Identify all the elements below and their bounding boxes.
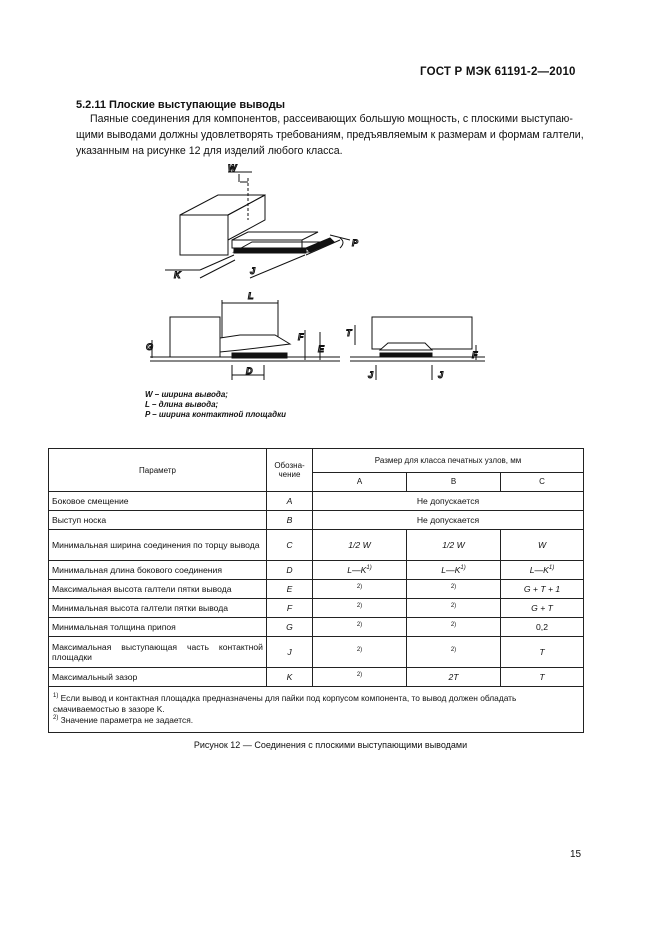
dim-label-f: F bbox=[298, 332, 304, 342]
row-value-b: 1/2 W bbox=[407, 530, 501, 561]
table-row bbox=[49, 668, 584, 687]
side-view bbox=[150, 300, 340, 380]
footnote-mark: 2) bbox=[450, 647, 457, 654]
paragraph-line: указанным на рисунке 12 для изделий любого класса. bbox=[76, 145, 343, 157]
dimensions-table bbox=[48, 448, 584, 733]
col-header-class-b: B bbox=[407, 472, 501, 491]
footnote-mark: 1) bbox=[53, 693, 59, 700]
table-row bbox=[49, 492, 584, 511]
table-row bbox=[49, 511, 584, 530]
row-value-b bbox=[407, 599, 501, 618]
row-value-a: 1/2 W bbox=[313, 530, 407, 561]
footnote-mark: 2) bbox=[450, 603, 457, 610]
row-value-c: G + T + 1 bbox=[501, 580, 584, 599]
row-value-a bbox=[313, 618, 407, 637]
row-designation: F bbox=[267, 599, 313, 618]
row-value-a bbox=[313, 561, 407, 580]
table-row bbox=[49, 580, 584, 599]
footnote-mark: 2) bbox=[450, 622, 457, 629]
row-designation: B bbox=[267, 511, 313, 530]
row-value-b: 2T bbox=[407, 668, 501, 687]
legend-item: L – длина вывода; bbox=[145, 400, 219, 409]
row-designation: C bbox=[267, 530, 313, 561]
row-value-a bbox=[313, 599, 407, 618]
row-value-c: T bbox=[501, 637, 584, 668]
figure-legend bbox=[145, 390, 286, 420]
col-header-class: Размер для класса печатных узлов, мм bbox=[313, 449, 584, 473]
value-text: L—K bbox=[347, 565, 367, 575]
dim-label-j-right: J bbox=[438, 370, 444, 380]
row-value-a bbox=[313, 637, 407, 668]
row-designation: D bbox=[267, 561, 313, 580]
row-designation: K bbox=[267, 668, 313, 687]
section-number: 5.2.11 bbox=[76, 99, 106, 111]
row-param: Максимальная выступающая часть контактной площадки bbox=[49, 637, 267, 668]
row-value-c bbox=[501, 561, 584, 580]
row-value-a bbox=[313, 668, 407, 687]
isometric-view bbox=[165, 172, 350, 278]
row-value-c: T bbox=[501, 668, 584, 687]
dim-label-k: K bbox=[174, 270, 181, 280]
row-designation: A bbox=[267, 492, 313, 511]
footnote-mark: 1) bbox=[460, 565, 466, 572]
table-row bbox=[49, 637, 584, 668]
table-notes-row bbox=[49, 687, 584, 733]
footnote-mark: 2) bbox=[356, 622, 363, 629]
legend-item: W – ширина вывода; bbox=[145, 390, 228, 399]
col-header-designation: Обозна-чение bbox=[267, 449, 313, 492]
footnote-mark: 1) bbox=[548, 565, 555, 572]
row-designation: G bbox=[267, 618, 313, 637]
row-value-b bbox=[407, 580, 501, 599]
row-value-a bbox=[313, 580, 407, 599]
row-value-b bbox=[407, 618, 501, 637]
footnote-mark: 2) bbox=[356, 672, 363, 679]
row-merged-value: Не допускается bbox=[313, 511, 584, 530]
dim-label-p: P bbox=[352, 238, 359, 248]
col-header-param: Параметр bbox=[49, 449, 267, 492]
row-param: Максимальная высота галтели пятки вывода bbox=[49, 580, 267, 599]
col-header-class-a: A bbox=[313, 472, 407, 491]
note-text: Если вывод и контактная площадка предназначены для пайки под корпусом компонента, то вывод должен обладать смачиваемостью в зазоре K. bbox=[53, 693, 517, 714]
note-text: Значение параметра не задается. bbox=[60, 715, 194, 725]
table-note bbox=[53, 693, 579, 715]
dim-label-t: T bbox=[346, 328, 352, 338]
footnote-mark: 2) bbox=[53, 715, 59, 722]
section-heading bbox=[76, 99, 285, 111]
footnote-mark: 2) bbox=[356, 603, 363, 610]
table-row bbox=[49, 599, 584, 618]
standard-header: ГОСТ Р МЭК 61191-2—2010 bbox=[420, 66, 576, 78]
row-param: Максимальный зазор bbox=[49, 668, 267, 687]
row-param: Минимальная длина бокового соединения bbox=[49, 561, 267, 580]
table-row bbox=[49, 561, 584, 580]
value-text: L—K bbox=[441, 565, 461, 575]
lead-diagram bbox=[140, 160, 530, 385]
dim-label-w: W bbox=[228, 163, 237, 173]
section-title: Плоские выступающие выводы bbox=[109, 99, 286, 111]
footnote-mark: 2) bbox=[356, 647, 363, 654]
row-value-b bbox=[407, 637, 501, 668]
paragraph-line: Паяные соединения для компонентов, рассеивающих большую мощность, с плоскими выступаю- bbox=[90, 113, 573, 125]
row-param: Боковое смещение bbox=[49, 492, 267, 511]
row-merged-value: Не допускается bbox=[313, 492, 584, 511]
row-param: Минимальная высота галтели пятки вывода bbox=[49, 599, 267, 618]
footnote-mark: 2) bbox=[356, 584, 363, 591]
dim-label-j: J bbox=[250, 266, 256, 276]
row-designation: J bbox=[267, 637, 313, 668]
dim-label-j-left: J bbox=[368, 370, 374, 380]
dim-label-f-end: F bbox=[472, 350, 478, 360]
section-paragraph bbox=[76, 111, 584, 159]
row-param: Выступ носка bbox=[49, 511, 267, 530]
page-number: 15 bbox=[570, 849, 582, 860]
footnote-mark: 2) bbox=[450, 584, 457, 591]
dim-label-l: L bbox=[248, 291, 254, 301]
dim-label-g: G bbox=[146, 342, 154, 352]
figure-caption: Рисунок 12 — Соединения с плоскими выступающими выводами bbox=[193, 740, 468, 750]
row-value-c: 0,2 bbox=[501, 618, 584, 637]
dim-label-e: E bbox=[318, 344, 325, 354]
table-row bbox=[49, 618, 584, 637]
table-note bbox=[53, 715, 579, 726]
row-value-c: G + T bbox=[501, 599, 584, 618]
table-row bbox=[49, 530, 584, 561]
value-text: L—K bbox=[529, 565, 549, 575]
footnote-mark: 1) bbox=[366, 565, 372, 572]
table-header-row bbox=[49, 449, 584, 473]
row-value-b bbox=[407, 561, 501, 580]
col-header-class-c: C bbox=[501, 472, 584, 491]
row-value-c: W bbox=[501, 530, 584, 561]
table-notes bbox=[49, 687, 584, 733]
row-designation: E bbox=[267, 580, 313, 599]
dim-label-d: D bbox=[246, 366, 253, 376]
row-param: Минимальная толщина припоя bbox=[49, 618, 267, 637]
row-param: Минимальная ширина соединения по торцу вывода bbox=[49, 530, 267, 561]
paragraph-line: щими выводами должны удовлетворять требованиям, предъявляемым к размерам и формам галтели, bbox=[76, 129, 584, 141]
legend-item: P – ширина контактной площадки bbox=[145, 410, 287, 419]
